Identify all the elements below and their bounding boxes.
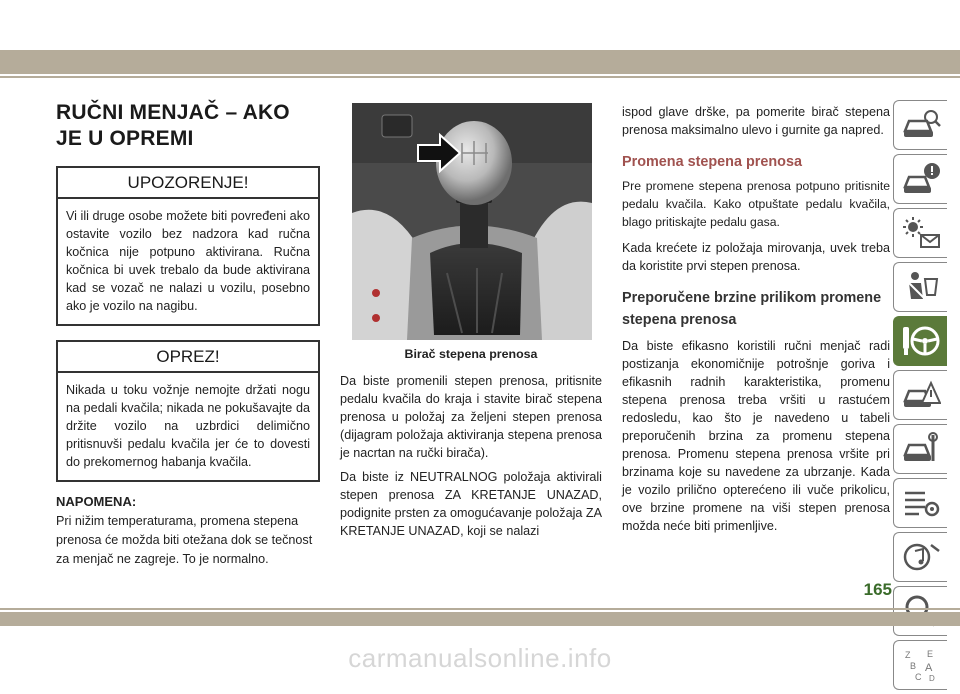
tab-car-warning[interactable]: [893, 154, 947, 204]
steering-wheel-icon: [901, 323, 941, 359]
svg-text:C: C: [914, 672, 921, 682]
svg-text:E: E: [926, 649, 933, 659]
tab-multimedia[interactable]: [893, 532, 947, 582]
section-title: RUČNI MENJAČ – AKO JE U OPREMI: [56, 101, 290, 150]
gear-shifter-illustration: [352, 103, 592, 340]
right-column: [622, 103, 890, 535]
header-bar: [0, 50, 960, 74]
warning-heading: UPOZORENJE!: [58, 168, 318, 199]
svg-text:Z: Z: [904, 650, 910, 660]
recommended-speeds-heading: Preporučene brzine prilikom promene stepena prenosa: [622, 290, 882, 328]
paragraph: ispod glave drške, pa pomerite birač stepena prenosa maksimalno ulevo i gurnite ga napred.: [622, 105, 890, 137]
roadside-warning-icon: [901, 377, 941, 413]
caution-box: [56, 340, 320, 482]
car-info-icon: [901, 107, 941, 143]
tab-steering-wheel[interactable]: [893, 316, 947, 366]
left-column: [56, 100, 320, 569]
svg-text:B: B: [909, 661, 916, 671]
car-warning-icon: [901, 161, 941, 197]
shifting-heading: Promena stepena prenosa: [622, 154, 802, 170]
footer-bar: [0, 612, 960, 626]
maintenance-icon: [901, 431, 941, 467]
header-rule: [0, 76, 960, 78]
page-number: 165: [863, 580, 892, 599]
paragraph: Da biste iz NEUTRALNOG položaja aktivirali stepen prenosa ZA KRETANJE UNAZAD, podignite prsten za omogućavanje položaja ZA KRETANJE UNAZAD, koji se nalazi: [340, 470, 602, 538]
middle-column: [340, 103, 602, 540]
paragraph: Da biste efikasno koristili ručni menjač radi postizanja ekonomičnije potrošnje goriva i efikasnih radnih karakteristika, promenu stepena prenosa treba vršiti u rastućem redosledu, kao što je navedeno u tabeli preporučenih brzina za promenu stepena prenosa. Promenu stepena prenosa vršite pri brzinama koje su navedene za ubrzanje. Kada je vozilo prilično opterećeno ili vuče prikolicu, ove brzine promene na viši stepen prenosa možda neće biti primenljive.: [622, 339, 890, 533]
note-heading: NAPOMENA:: [56, 494, 137, 509]
tab-search[interactable]: [893, 586, 947, 636]
warning-text: Vi ili druge osobe možete biti povređeni ako ostavite vozilo bez nadzora kad ručna kočnica nije potpuno aktivirana. Ručna kočnica bi uvek trebalo da bude aktivirana kad se vozač ne nalazi u vozilu, posebno ako je vozilo na nagibu.: [66, 209, 310, 313]
safety-icon: [901, 269, 941, 305]
tab-roadside[interactable]: [893, 370, 947, 420]
caution-heading: OPREZ!: [58, 342, 318, 373]
dashboard-lights-icon: [901, 215, 941, 251]
specifications-icon: [901, 485, 941, 521]
gear-shifter-photo: [352, 103, 592, 340]
multimedia-icon: [901, 539, 941, 575]
svg-text:D: D: [928, 674, 935, 683]
paragraph: Kada krećete iz položaja mirovanja, uvek treba da koristite prvi stepen prenosa.: [622, 241, 890, 273]
note-text: Pri nižim temperaturama, promena stepena prenosa će možda biti otežana dok se tečnost za menjač ne zagreje. To je normalno.: [56, 514, 313, 566]
tab-car-info[interactable]: [893, 100, 947, 150]
caution-text: Nikada u toku vožnje nemojte držati nogu na pedali kvačila; nikada ne pokušavajte da držite vozilo na uzbrdici delimično pritisnuvši pedalu kvačila jer će to dovesti do prekomernog habanja kvačila.: [66, 383, 310, 469]
tab-dashboard-lights[interactable]: [893, 208, 947, 258]
watermark: carmanualsonline.info: [348, 643, 612, 673]
footer-rule: [0, 608, 960, 610]
warning-box: [56, 166, 320, 326]
tab-maintenance[interactable]: [893, 424, 947, 474]
paragraph: Da biste promenili stepen prenosa, pritisnite pedalu kvačila do kraja i stavite birač stepena prenosa u položaj za željeni stepen prenosa (dijagram položaja aktiviranja stepena prenosa je nacrtan na ručki birača).: [340, 374, 602, 460]
paragraph: Pre promene stepena prenosa potpuno pritisnite pedalu kvačila. Kako otpuštate pedalu kvačila, blago pritiskajte pedalu gasa.: [622, 179, 890, 229]
svg-text:A: A: [924, 662, 932, 674]
figure-caption: Birač stepena prenosa: [404, 347, 538, 361]
tab-safety[interactable]: [893, 262, 947, 312]
tab-specifications[interactable]: [893, 478, 947, 528]
chapter-tabs: [893, 100, 947, 694]
